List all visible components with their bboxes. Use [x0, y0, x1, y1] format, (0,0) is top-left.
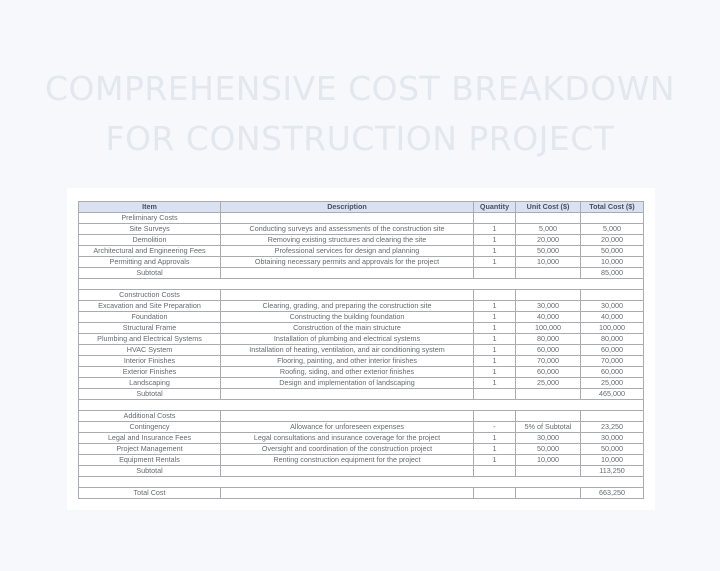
cell-quantity: 1	[474, 235, 516, 246]
cell-item: Project Management	[79, 444, 221, 455]
cell-item: Plumbing and Electrical Systems	[79, 334, 221, 345]
cost-breakdown-table	[78, 201, 644, 499]
cell-quantity: 1	[474, 246, 516, 257]
cell-quantity: 1	[474, 334, 516, 345]
cell-description: Flooring, painting, and other interior finishes	[221, 356, 474, 367]
cell-unit-cost: 40,000	[516, 312, 581, 323]
cell-total-cost: 60,000	[581, 367, 644, 378]
subtotal-value: 113,250	[581, 466, 644, 477]
cell-unit-cost: 30,000	[516, 433, 581, 444]
table-row	[79, 334, 644, 345]
cell-item: Legal and Insurance Fees	[79, 433, 221, 444]
cell-total-cost: 25,000	[581, 378, 644, 389]
cell-item: Demolition	[79, 235, 221, 246]
subtotal-label: Subtotal	[79, 389, 221, 400]
title-line-1: COMPREHENSIVE COST BREAKDOWN	[44, 69, 676, 108]
cell-unit-cost: 20,000	[516, 235, 581, 246]
table-row	[79, 433, 644, 444]
table-row	[79, 224, 644, 235]
cell-quantity: 1	[474, 312, 516, 323]
cell-item: Exterior Finishes	[79, 367, 221, 378]
cell-unit-cost: 5% of Subtotal	[516, 422, 581, 433]
section-name: Construction Costs	[79, 290, 221, 301]
table-row	[79, 235, 644, 246]
cell-description: Design and implementation of landscaping	[221, 378, 474, 389]
cell-unit-cost: 5,000	[516, 224, 581, 235]
cell-total-cost: 50,000	[581, 444, 644, 455]
cell-unit-cost: 25,000	[516, 378, 581, 389]
cell-description: Installation of plumbing and electrical systems	[221, 334, 474, 345]
cell-unit-cost: 10,000	[516, 257, 581, 268]
table-row	[79, 301, 644, 312]
cell-description: Oversight and coordination of the construction project	[221, 444, 474, 455]
cell-unit-cost: 50,000	[516, 246, 581, 257]
total-row	[79, 488, 644, 499]
cell-unit-cost: 100,000	[516, 323, 581, 334]
cell-total-cost: 10,000	[581, 455, 644, 466]
total-value: 663,250	[581, 488, 644, 499]
subtotal-row	[79, 389, 644, 400]
cell-quantity: 1	[474, 345, 516, 356]
table-row	[79, 444, 644, 455]
cell-description: Clearing, grading, and preparing the construction site	[221, 301, 474, 312]
cell-description: Constructing the building foundation	[221, 312, 474, 323]
cell-total-cost: 80,000	[581, 334, 644, 345]
cell-quantity: 1	[474, 455, 516, 466]
section-name: Preliminary Costs	[79, 213, 221, 224]
table-row	[79, 367, 644, 378]
cell-item: HVAC System	[79, 345, 221, 356]
table-row	[79, 312, 644, 323]
header-unit-cost: Unit Cost ($)	[516, 202, 581, 213]
cell-total-cost: 60,000	[581, 345, 644, 356]
table-row	[79, 455, 644, 466]
cell-total-cost: 30,000	[581, 301, 644, 312]
total-label: Total Cost	[79, 488, 221, 499]
section-header-row	[79, 290, 644, 301]
spacer-row	[79, 400, 644, 411]
cell-quantity: 1	[474, 224, 516, 235]
cell-total-cost: 5,000	[581, 224, 644, 235]
title-line-2: FOR CONSTRUCTION PROJECT	[105, 119, 615, 158]
cell-unit-cost: 10,000	[516, 455, 581, 466]
cell-total-cost: 40,000	[581, 312, 644, 323]
cell-quantity: 1	[474, 444, 516, 455]
header-item: Item	[79, 202, 221, 213]
cell-item: Contingency	[79, 422, 221, 433]
cell-total-cost: 70,000	[581, 356, 644, 367]
subtotal-value: 85,000	[581, 268, 644, 279]
spacer-row	[79, 477, 644, 488]
cell-item: Landscaping	[79, 378, 221, 389]
cell-unit-cost: 50,000	[516, 444, 581, 455]
cell-unit-cost: 70,000	[516, 356, 581, 367]
cell-description: Professional services for design and planning	[221, 246, 474, 257]
table-row	[79, 246, 644, 257]
cell-description: Roofing, siding, and other exterior finishes	[221, 367, 474, 378]
cell-item: Equipment Rentals	[79, 455, 221, 466]
cell-description: Legal consultations and insurance coverage for the project	[221, 433, 474, 444]
cell-item: Structural Frame	[79, 323, 221, 334]
cell-description: Removing existing structures and clearing the site	[221, 235, 474, 246]
cell-description: Allowance for unforeseen expenses	[221, 422, 474, 433]
table-row	[79, 323, 644, 334]
cell-quantity: 1	[474, 356, 516, 367]
cell-item: Architectural and Engineering Fees	[79, 246, 221, 257]
cell-total-cost: 10,000	[581, 257, 644, 268]
cell-quantity: 1	[474, 301, 516, 312]
table-row	[79, 422, 644, 433]
cell-total-cost: 23,250	[581, 422, 644, 433]
page-title	[0, 64, 720, 164]
cell-quantity: 1	[474, 367, 516, 378]
cell-quantity: 1	[474, 257, 516, 268]
cell-item: Foundation	[79, 312, 221, 323]
cell-description: Installation of heating, ventilation, and air conditioning system	[221, 345, 474, 356]
cell-item: Site Surveys	[79, 224, 221, 235]
cell-quantity: 1	[474, 323, 516, 334]
section-header-row	[79, 411, 644, 422]
table-row	[79, 345, 644, 356]
cell-total-cost: 30,000	[581, 433, 644, 444]
cell-item: Interior Finishes	[79, 356, 221, 367]
cell-description: Construction of the main structure	[221, 323, 474, 334]
subtotal-row	[79, 268, 644, 279]
cell-unit-cost: 30,000	[516, 301, 581, 312]
cell-description: Conducting surveys and assessments of the construction site	[221, 224, 474, 235]
cell-item: Excavation and Site Preparation	[79, 301, 221, 312]
cell-description: Renting construction equipment for the project	[221, 455, 474, 466]
header-quantity: Quantity	[474, 202, 516, 213]
table-row	[79, 378, 644, 389]
section-header-row	[79, 213, 644, 224]
cell-total-cost: 50,000	[581, 246, 644, 257]
table-row	[79, 356, 644, 367]
section-name: Additional Costs	[79, 411, 221, 422]
cell-item: Permitting and Approvals	[79, 257, 221, 268]
subtotal-label: Subtotal	[79, 466, 221, 477]
header-description: Description	[221, 202, 474, 213]
header-row	[79, 202, 644, 213]
cell-description: Obtaining necessary permits and approvals for the project	[221, 257, 474, 268]
cell-unit-cost: 60,000	[516, 367, 581, 378]
subtotal-row	[79, 466, 644, 477]
cell-quantity: 1	[474, 378, 516, 389]
cell-quantity: 1	[474, 433, 516, 444]
subtotal-value: 465,000	[581, 389, 644, 400]
cell-unit-cost: 80,000	[516, 334, 581, 345]
cell-unit-cost: 60,000	[516, 345, 581, 356]
cell-quantity: -	[474, 422, 516, 433]
cell-total-cost: 20,000	[581, 235, 644, 246]
header-total-cost: Total Cost ($)	[581, 202, 644, 213]
spacer-row	[79, 279, 644, 290]
table-row	[79, 257, 644, 268]
subtotal-label: Subtotal	[79, 268, 221, 279]
cell-total-cost: 100,000	[581, 323, 644, 334]
